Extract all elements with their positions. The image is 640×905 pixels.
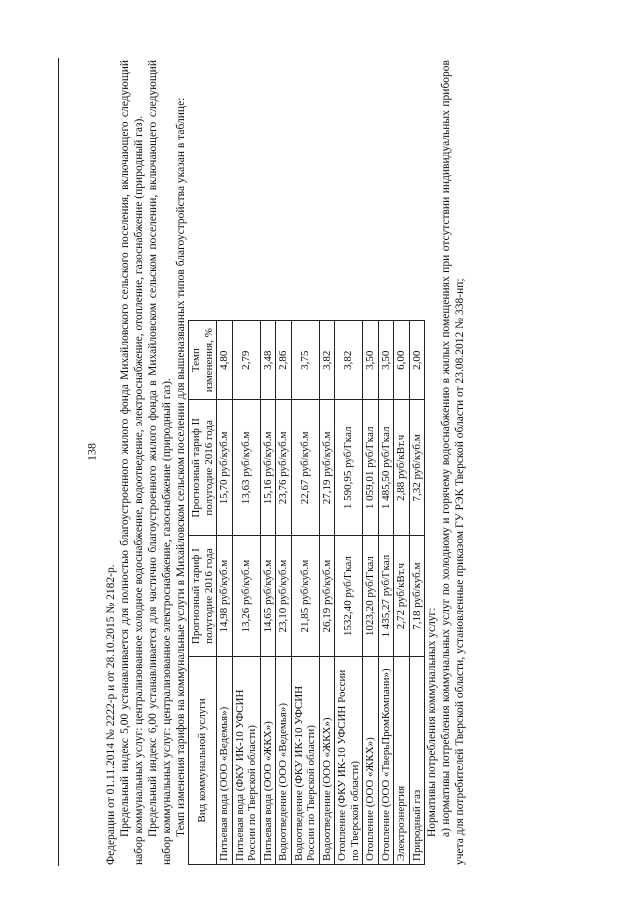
cell-service: Отопление (ФКУ ИК-10 УФСИН России по Тверской области)	[335, 656, 363, 864]
cell-tariff-h2: 15,16 руб/куб.м	[260, 400, 276, 536]
cell-tariff-h2: 2,88 руб/кВт.ч	[394, 400, 410, 536]
cell-tariff-h2: 27,19 руб/куб.м	[319, 400, 335, 536]
cell-rate: 6,00	[394, 321, 410, 400]
table-row	[260, 321, 276, 865]
cell-tariff-h2: 15,70 руб/куб.м	[217, 400, 233, 536]
cell-tariff-h1: 21,85 руб/куб.м	[291, 536, 319, 657]
cell-tariff-h1: 23,10 руб/куб.м	[276, 536, 292, 657]
cell-service: Электроэнергия	[394, 656, 410, 864]
cell-tariff-h2: 1 590,95 руб/Гкал	[335, 400, 363, 536]
cell-tariff-h1: 13,26 руб/куб.м	[232, 536, 260, 657]
table-row	[335, 321, 363, 865]
table-row	[232, 321, 260, 865]
cell-service: Отопление (ООО «ТверьПромКомпани»)	[378, 656, 394, 864]
cell-tariff-h1: 14,65 руб/куб.м	[260, 536, 276, 657]
table-header-row	[189, 321, 217, 865]
table-row	[363, 321, 379, 865]
cell-rate: 3,48	[260, 321, 276, 400]
paragraph-index-6: Предельный индекс 6,00 устанавливается для частично благоустроенного жилого фонда в Михайловском сельском поселении, включающего следующий набор коммунальных услуг: централизованное электроснабжение, газоснабжение (природный газ).	[147, 60, 173, 865]
cell-tariff-h2: 1 059,01 руб/Гкал	[363, 400, 379, 536]
cell-tariff-h1: 2,72 руб/кВт.ч	[394, 536, 410, 657]
cell-service: Водоотведение (ФКУ ИК-10 УФСИН России по Тверской области)	[291, 656, 319, 864]
page-number: 138	[84, 443, 99, 461]
cell-service: Питьевая вода (ООО «Ведемья»)	[217, 656, 233, 864]
table-row	[378, 321, 394, 865]
cell-tariff-h2: 7,32 руб/куб.м	[409, 400, 425, 536]
table-row	[409, 321, 425, 865]
paragraph-table-intro: Темп изменения тарифов на коммунальные услуги в Михайловском сельском поселении для вышеназванных типов благоустройства указан в таблице:	[175, 97, 187, 837]
cell-tariff-h1: 1023,20 руб/Гкал	[363, 536, 379, 657]
table-row	[319, 321, 335, 865]
cell-tariff-h2: 22,67 руб/куб.м	[291, 400, 319, 536]
cell-tariff-h2: 13,63 руб/куб.м	[232, 400, 260, 536]
header-service: Вид коммунальной услуги	[189, 656, 217, 864]
margin-line	[58, 58, 59, 866]
cell-service: Питьевая вода (ФКУ ИК-10 УФСИН России по Тверской области)	[232, 656, 260, 864]
cell-service: Питьевая вода (ООО «ЖКХ»)	[260, 656, 276, 864]
table-row	[217, 321, 233, 865]
tariff-table-wrap	[188, 60, 425, 865]
cell-rate: 4,80	[217, 321, 233, 400]
cell-tariff-h2: 23,76 руб/куб.м	[276, 400, 292, 536]
cell-rate: 2,86	[276, 321, 292, 400]
paragraph-norms-a: а) нормативы потребления коммунальных услуг по холодному и горячему водоснабжению в жилых помещениях при отсутствии индивидуальных приборов учета для потребителей Тверской области, установленные приказом ГУ РЭК Тверской области от 23.08.2012 № 338-нп;	[440, 60, 466, 865]
cell-rate: 3,82	[335, 321, 363, 400]
header-rate: Темп изменения, %	[189, 321, 217, 400]
cell-tariff-h1: 26,19 руб/куб.м	[319, 536, 335, 657]
table-row	[276, 321, 292, 865]
cell-tariff-h1: 7,18 руб/куб.м	[409, 536, 425, 657]
cell-rate: 3,50	[378, 321, 394, 400]
cell-service: Природный газ	[409, 656, 425, 864]
cell-service: Водоотведение (ООО «Ведемья»)	[276, 656, 292, 864]
cell-tariff-h1: 1 435,27 руб/Гкал	[378, 536, 394, 657]
header-tariff-h1: Прогнозный тариф I полугодие 2016 года	[189, 536, 217, 657]
cell-tariff-h1: 1532,40 руб/Гкал	[335, 536, 363, 657]
table-row	[394, 321, 410, 865]
cell-service: Водоотведение (ООО «ЖКХ»)	[319, 656, 335, 864]
cell-rate: 3,75	[291, 321, 319, 400]
cell-rate: 3,50	[363, 321, 379, 400]
cell-rate: 2,79	[232, 321, 260, 400]
paragraph-index-5: Предельный индекс 5,00 устанавливается для полностью благоустроенного жилого фонда Михайловского сельского поселения, включающего следующий набор коммунальных услуг: централизованное холодное водоснабжение, водоотведение, электроснабжение, отопление, газоснабжение (природный газ).	[119, 60, 145, 865]
paragraph-norms-heading: Нормативы потребления коммунальных услуг:	[426, 607, 438, 837]
header-tariff-h2: Прогнозный тариф II полугодие 2016 года	[189, 400, 217, 536]
cell-rate: 2,00	[409, 321, 425, 400]
cell-tariff-h2: 1 485,50 руб/Гкал	[378, 400, 394, 536]
cell-rate: 3,82	[319, 321, 335, 400]
cell-tariff-h1: 14,98 руб/куб.м	[217, 536, 233, 657]
document-body	[104, 60, 574, 865]
tariff-table	[188, 320, 425, 865]
cell-service: Отопление (ООО «ЖКХ»)	[363, 656, 379, 864]
paragraph-reference: Федерации от 01.11.2014 № 2222-р и от 28.10.2015 № 2182-р.	[105, 564, 117, 865]
table-row	[291, 321, 319, 865]
